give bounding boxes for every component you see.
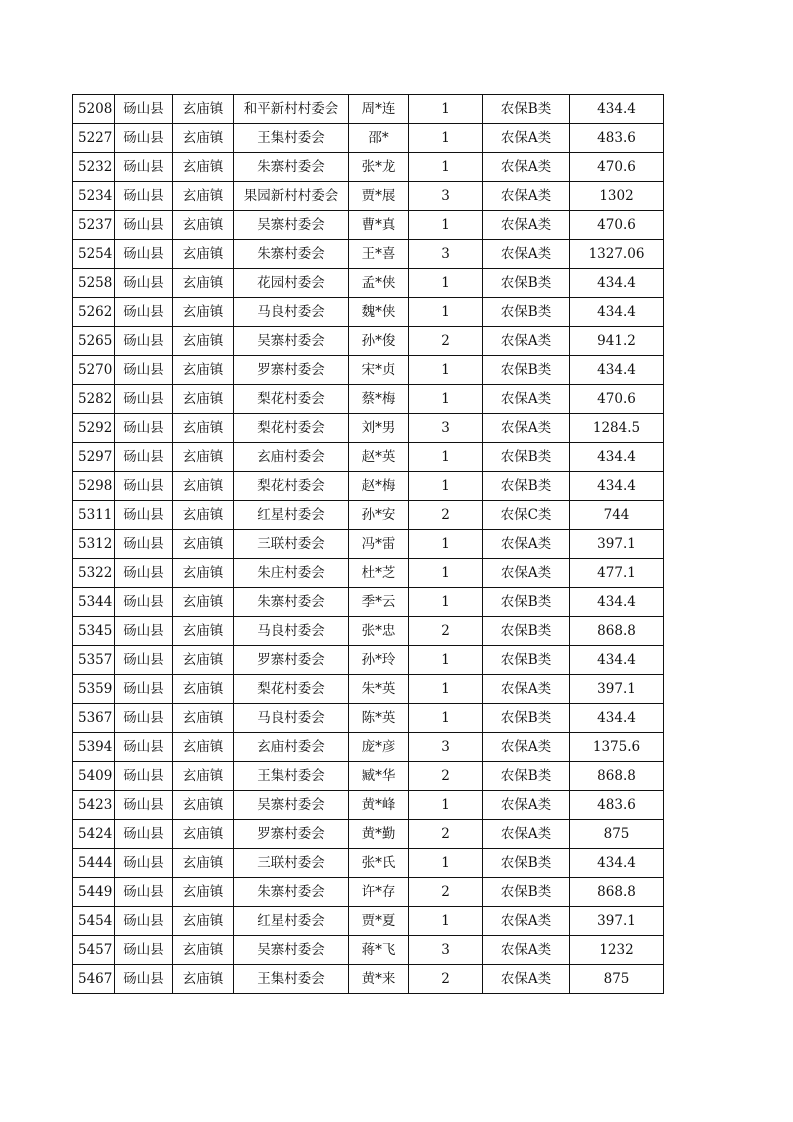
- town-cell: 玄庙镇: [173, 559, 234, 588]
- insurance-type-cell: 农保A类: [483, 385, 570, 414]
- village-committee-cell: 吴寨村委会: [234, 936, 349, 965]
- village-committee-cell: 三联村委会: [234, 849, 349, 878]
- town-cell: 玄庙镇: [173, 182, 234, 211]
- amount-cell: 477.1: [570, 559, 664, 588]
- person-count-cell: 3: [409, 240, 483, 269]
- amount-cell: 941.2: [570, 327, 664, 356]
- insurance-type-cell: 农保B类: [483, 617, 570, 646]
- town-cell: 玄庙镇: [173, 762, 234, 791]
- county-cell: 砀山县: [115, 936, 173, 965]
- village-committee-cell: 马良村委会: [234, 704, 349, 733]
- record-id-cell: 5282: [73, 385, 115, 414]
- insurance-type-cell: 农保B类: [483, 298, 570, 327]
- insurance-type-cell: 农保A类: [483, 153, 570, 182]
- record-id-cell: 5409: [73, 762, 115, 791]
- amount-cell: 434.4: [570, 356, 664, 385]
- amount-cell: 868.8: [570, 878, 664, 907]
- village-committee-cell: 罗寨村委会: [234, 820, 349, 849]
- village-committee-cell: 马良村委会: [234, 617, 349, 646]
- county-cell: 砀山县: [115, 617, 173, 646]
- amount-cell: 434.4: [570, 472, 664, 501]
- town-cell: 玄庙镇: [173, 965, 234, 994]
- table-row: [73, 936, 664, 965]
- record-id-cell: 5454: [73, 907, 115, 936]
- town-cell: 玄庙镇: [173, 588, 234, 617]
- person-count-cell: 2: [409, 965, 483, 994]
- village-committee-cell: 吴寨村委会: [234, 791, 349, 820]
- person-name-cell: 孙*俊: [349, 327, 409, 356]
- person-name-cell: 陈*英: [349, 704, 409, 733]
- table-row: [73, 501, 664, 530]
- insurance-type-cell: 农保A类: [483, 327, 570, 356]
- town-cell: 玄庙镇: [173, 820, 234, 849]
- village-committee-cell: 花园村委会: [234, 269, 349, 298]
- insurance-type-cell: 农保B类: [483, 646, 570, 675]
- record-id-cell: 5444: [73, 849, 115, 878]
- town-cell: 玄庙镇: [173, 414, 234, 443]
- insurance-type-cell: 农保A类: [483, 182, 570, 211]
- village-committee-cell: 吴寨村委会: [234, 211, 349, 240]
- person-count-cell: 1: [409, 124, 483, 153]
- town-cell: 玄庙镇: [173, 878, 234, 907]
- person-name-cell: 冯*雷: [349, 530, 409, 559]
- person-count-cell: 3: [409, 414, 483, 443]
- amount-cell: 868.8: [570, 762, 664, 791]
- town-cell: 玄庙镇: [173, 675, 234, 704]
- table-row: [73, 530, 664, 559]
- record-id-cell: 5367: [73, 704, 115, 733]
- person-count-cell: 3: [409, 182, 483, 211]
- person-name-cell: 蒋*飞: [349, 936, 409, 965]
- town-cell: 玄庙镇: [173, 95, 234, 124]
- insurance-type-cell: 农保A类: [483, 530, 570, 559]
- table-row: [73, 356, 664, 385]
- insurance-type-cell: 农保A类: [483, 791, 570, 820]
- insurance-type-cell: 农保B类: [483, 878, 570, 907]
- table-row: [73, 269, 664, 298]
- insurance-type-cell: 农保B类: [483, 95, 570, 124]
- person-count-cell: 3: [409, 936, 483, 965]
- amount-cell: 434.4: [570, 269, 664, 298]
- person-name-cell: 曹*真: [349, 211, 409, 240]
- insurance-type-cell: 农保A类: [483, 733, 570, 762]
- person-name-cell: 孙*安: [349, 501, 409, 530]
- town-cell: 玄庙镇: [173, 472, 234, 501]
- table-body: [73, 95, 664, 994]
- village-committee-cell: 果园新村村委会: [234, 182, 349, 211]
- amount-cell: 470.6: [570, 153, 664, 182]
- person-count-cell: 1: [409, 530, 483, 559]
- person-count-cell: 1: [409, 646, 483, 675]
- record-id-cell: 5208: [73, 95, 115, 124]
- person-name-cell: 张*氏: [349, 849, 409, 878]
- amount-cell: 483.6: [570, 791, 664, 820]
- table-row: [73, 617, 664, 646]
- record-id-cell: 5312: [73, 530, 115, 559]
- person-name-cell: 孟*侠: [349, 269, 409, 298]
- table-row: [73, 124, 664, 153]
- person-name-cell: 张*忠: [349, 617, 409, 646]
- person-name-cell: 张*龙: [349, 153, 409, 182]
- county-cell: 砀山县: [115, 559, 173, 588]
- insurance-type-cell: 农保A类: [483, 675, 570, 704]
- insurance-type-cell: 农保B类: [483, 443, 570, 472]
- person-name-cell: 贾*展: [349, 182, 409, 211]
- county-cell: 砀山县: [115, 820, 173, 849]
- amount-cell: 1232: [570, 936, 664, 965]
- person-name-cell: 王*喜: [349, 240, 409, 269]
- person-name-cell: 贾*夏: [349, 907, 409, 936]
- record-id-cell: 5232: [73, 153, 115, 182]
- town-cell: 玄庙镇: [173, 849, 234, 878]
- insurance-type-cell: 农保A类: [483, 124, 570, 153]
- county-cell: 砀山县: [115, 95, 173, 124]
- person-name-cell: 赵*英: [349, 443, 409, 472]
- record-id-cell: 5292: [73, 414, 115, 443]
- person-count-cell: 1: [409, 559, 483, 588]
- insurance-type-cell: 农保B类: [483, 588, 570, 617]
- county-cell: 砀山县: [115, 414, 173, 443]
- person-count-cell: 1: [409, 791, 483, 820]
- amount-cell: 470.6: [570, 385, 664, 414]
- insurance-type-cell: 农保B类: [483, 269, 570, 298]
- person-count-cell: 1: [409, 269, 483, 298]
- amount-cell: 434.4: [570, 443, 664, 472]
- village-committee-cell: 朱寨村委会: [234, 588, 349, 617]
- table-row: [73, 646, 664, 675]
- insurance-type-cell: 农保A类: [483, 965, 570, 994]
- record-id-cell: 5457: [73, 936, 115, 965]
- person-name-cell: 杜*芝: [349, 559, 409, 588]
- record-id-cell: 5467: [73, 965, 115, 994]
- village-committee-cell: 罗寨村委会: [234, 356, 349, 385]
- person-count-cell: 2: [409, 762, 483, 791]
- village-committee-cell: 梨花村委会: [234, 675, 349, 704]
- town-cell: 玄庙镇: [173, 791, 234, 820]
- town-cell: 玄庙镇: [173, 617, 234, 646]
- village-committee-cell: 玄庙村委会: [234, 443, 349, 472]
- county-cell: 砀山县: [115, 124, 173, 153]
- amount-cell: 470.6: [570, 211, 664, 240]
- village-committee-cell: 玄庙村委会: [234, 733, 349, 762]
- county-cell: 砀山县: [115, 704, 173, 733]
- table-row: [73, 153, 664, 182]
- table-row: [73, 327, 664, 356]
- insurance-type-cell: 农保A类: [483, 414, 570, 443]
- amount-cell: 875: [570, 820, 664, 849]
- town-cell: 玄庙镇: [173, 327, 234, 356]
- county-cell: 砀山县: [115, 327, 173, 356]
- village-committee-cell: 和平新村村委会: [234, 95, 349, 124]
- village-committee-cell: 王集村委会: [234, 762, 349, 791]
- town-cell: 玄庙镇: [173, 153, 234, 182]
- insurance-type-cell: 农保A类: [483, 907, 570, 936]
- record-id-cell: 5227: [73, 124, 115, 153]
- table-row: [73, 559, 664, 588]
- person-name-cell: 许*存: [349, 878, 409, 907]
- county-cell: 砀山县: [115, 762, 173, 791]
- person-count-cell: 1: [409, 211, 483, 240]
- person-count-cell: 2: [409, 501, 483, 530]
- amount-cell: 868.8: [570, 617, 664, 646]
- town-cell: 玄庙镇: [173, 501, 234, 530]
- county-cell: 砀山县: [115, 153, 173, 182]
- record-id-cell: 5449: [73, 878, 115, 907]
- table-row: [73, 907, 664, 936]
- insurance-type-cell: 农保B类: [483, 356, 570, 385]
- person-count-cell: 2: [409, 327, 483, 356]
- amount-cell: 1327.06: [570, 240, 664, 269]
- village-committee-cell: 红星村委会: [234, 501, 349, 530]
- person-count-cell: 1: [409, 907, 483, 936]
- record-id-cell: 5237: [73, 211, 115, 240]
- record-id-cell: 5357: [73, 646, 115, 675]
- person-name-cell: 黄*来: [349, 965, 409, 994]
- record-id-cell: 5262: [73, 298, 115, 327]
- town-cell: 玄庙镇: [173, 704, 234, 733]
- record-id-cell: 5234: [73, 182, 115, 211]
- village-committee-cell: 梨花村委会: [234, 385, 349, 414]
- insurance-type-cell: 农保B类: [483, 472, 570, 501]
- county-cell: 砀山县: [115, 356, 173, 385]
- village-committee-cell: 红星村委会: [234, 907, 349, 936]
- person-name-cell: 魏*侠: [349, 298, 409, 327]
- record-id-cell: 5394: [73, 733, 115, 762]
- record-id-cell: 5322: [73, 559, 115, 588]
- table-row: [73, 704, 664, 733]
- person-name-cell: 赵*梅: [349, 472, 409, 501]
- person-count-cell: 1: [409, 153, 483, 182]
- amount-cell: 1284.5: [570, 414, 664, 443]
- person-name-cell: 臧*华: [349, 762, 409, 791]
- record-id-cell: 5298: [73, 472, 115, 501]
- town-cell: 玄庙镇: [173, 907, 234, 936]
- amount-cell: 434.4: [570, 95, 664, 124]
- amount-cell: 1375.6: [570, 733, 664, 762]
- record-id-cell: 5270: [73, 356, 115, 385]
- record-id-cell: 5311: [73, 501, 115, 530]
- record-id-cell: 5254: [73, 240, 115, 269]
- table-row: [73, 675, 664, 704]
- village-committee-cell: 王集村委会: [234, 965, 349, 994]
- town-cell: 玄庙镇: [173, 530, 234, 559]
- county-cell: 砀山县: [115, 849, 173, 878]
- table-row: [73, 965, 664, 994]
- record-id-cell: 5424: [73, 820, 115, 849]
- person-count-cell: 3: [409, 733, 483, 762]
- amount-cell: 397.1: [570, 530, 664, 559]
- record-id-cell: 5344: [73, 588, 115, 617]
- table-row: [73, 182, 664, 211]
- person-count-cell: 1: [409, 472, 483, 501]
- town-cell: 玄庙镇: [173, 385, 234, 414]
- person-name-cell: 孙*玲: [349, 646, 409, 675]
- amount-cell: 744: [570, 501, 664, 530]
- town-cell: 玄庙镇: [173, 936, 234, 965]
- person-count-cell: 2: [409, 617, 483, 646]
- table-row: [73, 849, 664, 878]
- county-cell: 砀山县: [115, 878, 173, 907]
- village-committee-cell: 朱寨村委会: [234, 153, 349, 182]
- person-name-cell: 黄*峰: [349, 791, 409, 820]
- town-cell: 玄庙镇: [173, 733, 234, 762]
- table-row: [73, 240, 664, 269]
- record-id-cell: 5345: [73, 617, 115, 646]
- county-cell: 砀山县: [115, 269, 173, 298]
- insurance-type-cell: 农保C类: [483, 501, 570, 530]
- table-row: [73, 443, 664, 472]
- insurance-type-cell: 农保A类: [483, 240, 570, 269]
- person-name-cell: 黄*勤: [349, 820, 409, 849]
- county-cell: 砀山县: [115, 211, 173, 240]
- person-count-cell: 1: [409, 443, 483, 472]
- person-name-cell: 季*云: [349, 588, 409, 617]
- town-cell: 玄庙镇: [173, 298, 234, 327]
- table-row: [73, 588, 664, 617]
- person-count-cell: 1: [409, 849, 483, 878]
- amount-cell: 434.4: [570, 646, 664, 675]
- county-cell: 砀山县: [115, 530, 173, 559]
- person-name-cell: 蔡*梅: [349, 385, 409, 414]
- amount-cell: 434.4: [570, 588, 664, 617]
- person-name-cell: 庞*彦: [349, 733, 409, 762]
- person-name-cell: 邵*: [349, 124, 409, 153]
- table-row: [73, 472, 664, 501]
- county-cell: 砀山县: [115, 733, 173, 762]
- county-cell: 砀山县: [115, 501, 173, 530]
- insurance-type-cell: 农保B类: [483, 849, 570, 878]
- insurance-type-cell: 农保A类: [483, 820, 570, 849]
- county-cell: 砀山县: [115, 298, 173, 327]
- table-row: [73, 211, 664, 240]
- town-cell: 玄庙镇: [173, 356, 234, 385]
- village-committee-cell: 梨花村委会: [234, 414, 349, 443]
- town-cell: 玄庙镇: [173, 443, 234, 472]
- person-count-cell: 1: [409, 588, 483, 617]
- amount-cell: 397.1: [570, 675, 664, 704]
- table-row: [73, 791, 664, 820]
- village-committee-cell: 罗寨村委会: [234, 646, 349, 675]
- amount-cell: 875: [570, 965, 664, 994]
- person-count-cell: 1: [409, 356, 483, 385]
- person-count-cell: 1: [409, 95, 483, 124]
- table-row: [73, 878, 664, 907]
- person-name-cell: 刘*男: [349, 414, 409, 443]
- table-row: [73, 762, 664, 791]
- table-row: [73, 820, 664, 849]
- village-committee-cell: 梨花村委会: [234, 472, 349, 501]
- county-cell: 砀山县: [115, 791, 173, 820]
- person-name-cell: 朱*英: [349, 675, 409, 704]
- county-cell: 砀山县: [115, 965, 173, 994]
- town-cell: 玄庙镇: [173, 240, 234, 269]
- insurance-type-cell: 农保B类: [483, 762, 570, 791]
- record-id-cell: 5265: [73, 327, 115, 356]
- table-row: [73, 95, 664, 124]
- amount-cell: 483.6: [570, 124, 664, 153]
- insurance-type-cell: 农保A类: [483, 559, 570, 588]
- person-count-cell: 2: [409, 820, 483, 849]
- town-cell: 玄庙镇: [173, 269, 234, 298]
- record-id-cell: 5258: [73, 269, 115, 298]
- person-count-cell: 2: [409, 878, 483, 907]
- county-cell: 砀山县: [115, 182, 173, 211]
- amount-cell: 434.4: [570, 298, 664, 327]
- county-cell: 砀山县: [115, 385, 173, 414]
- amount-cell: 434.4: [570, 849, 664, 878]
- town-cell: 玄庙镇: [173, 646, 234, 675]
- amount-cell: 1302: [570, 182, 664, 211]
- village-committee-cell: 朱寨村委会: [234, 240, 349, 269]
- insurance-type-cell: 农保A类: [483, 936, 570, 965]
- insurance-type-cell: 农保A类: [483, 211, 570, 240]
- amount-cell: 434.4: [570, 704, 664, 733]
- record-id-cell: 5297: [73, 443, 115, 472]
- town-cell: 玄庙镇: [173, 211, 234, 240]
- county-cell: 砀山县: [115, 443, 173, 472]
- village-committee-cell: 王集村委会: [234, 124, 349, 153]
- town-cell: 玄庙镇: [173, 124, 234, 153]
- village-committee-cell: 朱寨村委会: [234, 878, 349, 907]
- village-committee-cell: 朱庄村委会: [234, 559, 349, 588]
- table-row: [73, 385, 664, 414]
- person-count-cell: 1: [409, 704, 483, 733]
- county-cell: 砀山县: [115, 240, 173, 269]
- village-committee-cell: 三联村委会: [234, 530, 349, 559]
- county-cell: 砀山县: [115, 907, 173, 936]
- person-count-cell: 1: [409, 385, 483, 414]
- beneficiary-table: [72, 94, 664, 994]
- person-count-cell: 1: [409, 298, 483, 327]
- table-row: [73, 414, 664, 443]
- person-count-cell: 1: [409, 675, 483, 704]
- person-name-cell: 周*连: [349, 95, 409, 124]
- amount-cell: 397.1: [570, 907, 664, 936]
- record-id-cell: 5359: [73, 675, 115, 704]
- person-name-cell: 宋*贞: [349, 356, 409, 385]
- insurance-type-cell: 农保B类: [483, 704, 570, 733]
- village-committee-cell: 马良村委会: [234, 298, 349, 327]
- county-cell: 砀山县: [115, 472, 173, 501]
- table-row: [73, 298, 664, 327]
- record-id-cell: 5423: [73, 791, 115, 820]
- county-cell: 砀山县: [115, 588, 173, 617]
- village-committee-cell: 吴寨村委会: [234, 327, 349, 356]
- county-cell: 砀山县: [115, 675, 173, 704]
- county-cell: 砀山县: [115, 646, 173, 675]
- table-row: [73, 733, 664, 762]
